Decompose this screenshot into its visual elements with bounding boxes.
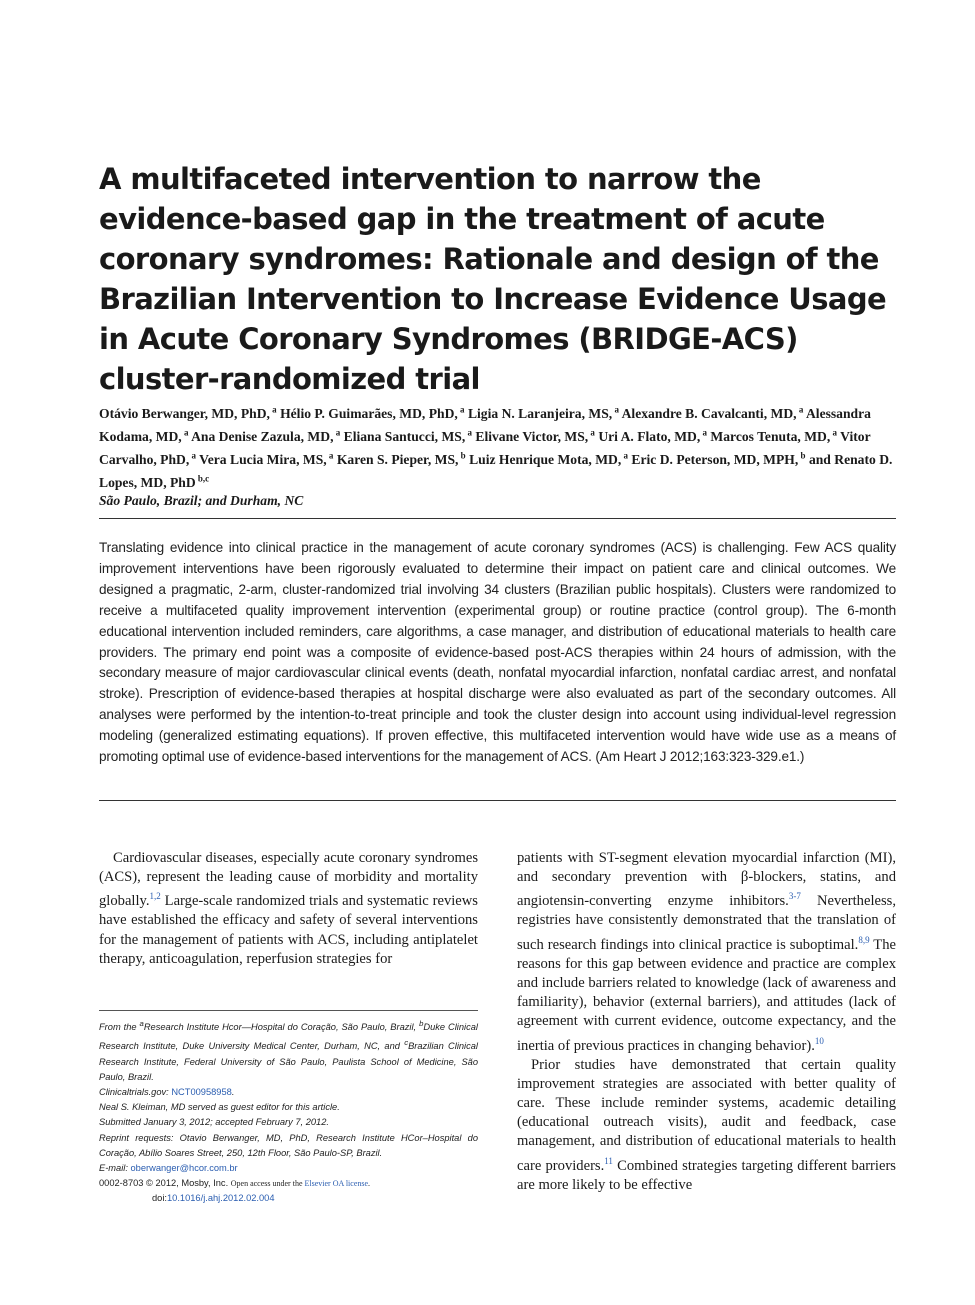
footnote-guest-editor: Neal S. Kleiman, MD served as guest editor for this article.: [99, 1102, 340, 1113]
author-affiliation-marker: a: [700, 427, 708, 438]
author-name: Ana Denise Zazula, MD,: [191, 428, 334, 444]
author-name: Karen S. Pieper, MS,: [336, 451, 459, 467]
trial-registry-link[interactable]: NCT00958958: [171, 1087, 232, 1097]
email-link[interactable]: oberwanger@hcor.com.br: [130, 1163, 238, 1174]
author-name: Vera Lucia Mira, MS,: [199, 451, 327, 467]
reference-link[interactable]: 11: [604, 1155, 613, 1166]
author-name: Elivane Victor, MS,: [475, 428, 589, 444]
author-affiliation-marker: a: [189, 450, 197, 461]
body-text: Cardiovascular diseases, especially acute coronary syndromes (ACS), represent the leading cause of morbidity and mortality globally.: [99, 850, 478, 910]
article-title: A multifaceted intervention to narrow the evidence-based gap in the treatment of acute coronary syndromes: Rationale and design of the Brazilian Intervention to Increase Evidence Usage in Acute Coronary Syndromes (BRIDGE-ACS) cluster-randomized trial: [99, 162, 887, 396]
footnote-rule: [99, 1010, 478, 1011]
abstract-top-rule: [99, 518, 896, 519]
body-column-left: [99, 849, 478, 969]
body-text: Combined strategies targeting different barriers are more likely to be effective: [517, 1157, 896, 1193]
author-name: Eric D. Peterson, MD, MPH,: [631, 451, 799, 467]
body-text: Nevertheless, registries have consistently demonstrated that the translation of such research findings into clinical practice is suboptimal.: [517, 893, 896, 953]
author-name: Alessandra Kodama, MD,: [99, 405, 871, 444]
footnote-email: E-mail: oberwanger@hcor.com.br: [99, 1163, 238, 1174]
author-location: São Paulo, Brazil; and Durham, NC: [99, 493, 304, 509]
body-paragraph: [517, 1056, 896, 1195]
author-affiliation-marker: b: [458, 450, 466, 461]
author-names: [99, 406, 892, 490]
oa-license-link[interactable]: Elsevier OA license: [304, 1179, 369, 1189]
author-name: Vitor Carvalho, PhD,: [99, 428, 871, 467]
author-affiliation-marker: a: [326, 450, 334, 461]
author-name: Otávio Berwanger, MD, PhD,: [99, 405, 270, 421]
reference-link[interactable]: 1,2: [149, 891, 161, 902]
body-text: patients with ST-segment elevation myocardial infarction (MI), and secondary prevention with β-blockers, statins, and angiotensin-converting enzyme inhibitors.: [517, 850, 896, 910]
author-affiliation-marker: a: [269, 404, 277, 414]
author-name: and Renato D. Lopes, MD, PhD: [99, 451, 893, 490]
footnote-affiliations: From the $^a$Research Institute Hcor—Hospital do Coração, São Paulo, Brazil, $^b$Duke Clinical Research Institute, Duke University Medical Center, Durham, NC, and $^c$Brazilian Clinical Research Institute, Federal University of São Paulo, Paulista School of Medicine, São Paulo, Brazil.: [99, 1019, 478, 1082]
body-text: Prior studies have demonstrated that certain quality improvement strategies are associated with better quality of care. These include reminder systems, academic detailing (educational outreach visits), audit and feedback, case management, and distribution of educational materials to health care providers.: [517, 1056, 896, 1174]
footnote-reprint: Reprint requests: Otavio Berwanger, MD, PhD, Research Institute HCor–Hospital do Coração, Abílio Soares Street, 250, 12th Floor, São Paulo-SP, Brazil.: [99, 1132, 478, 1158]
article-footnotes: [99, 1016, 478, 1207]
footnote-doi: doi:10.1016/j.ahj.2012.02.004: [152, 1193, 275, 1204]
doi-link[interactable]: 10.1016/j.ahj.2012.02.004: [167, 1193, 275, 1204]
author-affiliation-marker: a: [333, 427, 341, 438]
abstract-bottom-rule: [99, 800, 896, 801]
author-affiliation-marker: a: [621, 450, 629, 461]
abstract: Translating evidence into clinical practice in the management of acute coronary syndromes (ACS) is challenging. Few ACS quality improvement interventions have been rigorously evaluated to determine their impact on patient care and clinical outcomes. We designed a pragmatic, 2-arm, cluster-randomized trial involving 34 clusters (Brazilian public hospitals). Clusters were randomized to receive a multifaceted quality improvement intervention (experimental group) or routine practice (control group). The 6-month educational intervention included reminders, care algorithms, a case manager, and distribution of educational materials to health care providers. The primary end point was a composite of evidence-based post-ACS therapies within 24 hours of admission, with the secondary measure of major cardiovascular clinical events (death, nonfatal myocardial infarction, nonfatal cardiac arrest, and nonfatal stroke). Prescription of evidence-based therapies at hospital discharge were also evaluated as part of the secondary outcomes. All analyses were performed by the intention-to-treat principle and took the cluster design into account using individual-level regression modeling (generalized estimating equations). If proven effective, this multifaceted intervention would have wide use as a means of promoting optimal use of evidence-based interventions for the management of ACS. (Am Heart J 2012;163:323-329.e1.): [99, 540, 896, 765]
author-name: Luiz Henrique Mota, MD,: [469, 451, 622, 467]
author-affiliation-marker: a: [465, 427, 472, 438]
author-affiliation-marker: b: [798, 450, 806, 461]
author-name: Hélio P. Guimarães, MD, PhD,: [280, 405, 458, 421]
author-list: [99, 400, 899, 511]
author-affiliation-marker: a: [796, 404, 804, 414]
author-affiliation-marker: a: [457, 404, 465, 414]
body-text: Large-scale randomized trials and systematic reviews have established the efficacy and safety of several interventions for the management of patients with ACS, including antiplatelet therapy, anticoagulation, reperfusion strategies for: [99, 893, 478, 967]
author-affiliation-marker: a: [830, 427, 837, 438]
reference-link[interactable]: 8,9: [858, 934, 870, 945]
reference-link[interactable]: 3-7: [788, 891, 801, 902]
author-name: Alexandre B. Cavalcanti, MD,: [621, 405, 797, 421]
reference-link[interactable]: 10: [814, 1035, 824, 1046]
author-name: Eliana Santucci, MS,: [343, 428, 466, 444]
author-affiliation-marker: a: [181, 427, 189, 438]
body-text: The reasons for this gap between evidence and practice are complex and include barriers related to knowledge (lack of awareness and familiarity), behavior (external barriers), and attitudes (lack of agreement with current evidence, outcome expectancy, and the inertia of previous practices in changing behavior).: [517, 936, 896, 1054]
author-name: Marcos Tenuta, MD,: [710, 428, 831, 444]
author-affiliation-marker: a: [612, 404, 619, 414]
author-affiliation-marker: a: [588, 427, 595, 438]
author-affiliation-marker: b,c: [195, 473, 210, 484]
body-column-right: [517, 849, 896, 1195]
author-name: Ligia N. Laranjeira, MS,: [467, 405, 613, 421]
footnote-submitted: Submitted January 3, 2012; accepted February 7, 2012.: [99, 1117, 329, 1128]
footnote-copyright: 0002-8703 © 2012, Mosby, Inc. Open access under the Elsevier OA license.: [99, 1178, 371, 1189]
footnote-trial-registration: Clinicaltrials.gov: NCT00958958.: [99, 1087, 235, 1097]
body-paragraph: [517, 849, 896, 1056]
body-paragraph: [99, 849, 478, 969]
author-name: Uri A. Flato, MD,: [598, 428, 701, 444]
